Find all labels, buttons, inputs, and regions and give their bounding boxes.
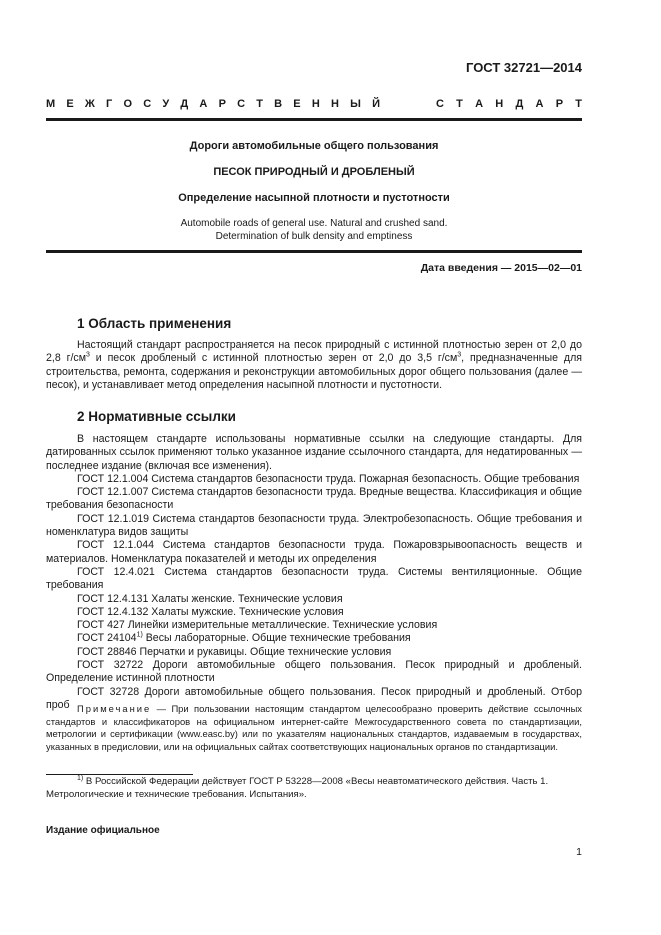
banner-letter: Д bbox=[180, 98, 189, 110]
reference-item bbox=[46, 632, 582, 645]
banner-letter: Е bbox=[66, 98, 74, 110]
banner-letter: Д bbox=[515, 98, 524, 110]
reference-item: ГОСТ 12.1.019 Система стандартов безопасности труда. Электробезопасность. Общие требования и номенклатура видов защиты bbox=[46, 512, 582, 539]
top-rule bbox=[46, 118, 582, 121]
references-list bbox=[46, 473, 582, 633]
title-english-line-1: Automobile roads of general use. Natural and crushed sand. bbox=[180, 218, 448, 229]
title-line-3: Определение насыпной плотности и пустотности bbox=[178, 192, 450, 204]
banner-letter: А bbox=[535, 98, 544, 110]
footnote-separator bbox=[46, 774, 193, 775]
reference-item: ГОСТ 12.4.021 Система стандартов безопасности труда. Системы вентиляционные. Общие требования bbox=[46, 565, 582, 592]
banner-letter: В bbox=[274, 98, 283, 110]
banner-letter: А bbox=[199, 98, 208, 110]
banner-letter: О bbox=[123, 98, 133, 110]
banner-letter: Т bbox=[456, 98, 463, 110]
banner-letter: С bbox=[436, 98, 444, 110]
banner-letter: Т bbox=[256, 98, 263, 110]
banner-letter: С bbox=[143, 98, 152, 110]
section-1-paragraph bbox=[46, 339, 582, 392]
standard-banner bbox=[46, 98, 582, 110]
banner-letter: А bbox=[475, 98, 484, 110]
section-1-body bbox=[46, 339, 582, 392]
footnote-marker: 1) bbox=[136, 631, 143, 639]
footnote-paragraph bbox=[46, 776, 582, 801]
banner-word-interstate bbox=[46, 98, 380, 110]
note-label: Примечание bbox=[77, 703, 152, 714]
note-block bbox=[46, 703, 582, 753]
footnote bbox=[46, 776, 582, 801]
title-english-line-2: Determination of bulk density and emptiness bbox=[215, 231, 413, 242]
reference-item: ГОСТ 12.1.004 Система стандартов безопасности труда. Пожарная безопасность. Общие требования bbox=[77, 472, 580, 485]
reference-item: ГОСТ 12.1.007 Система стандартов безопасности труда. Вредные вещества. Классификация и общие требования безопасности bbox=[46, 486, 582, 512]
introduction-date: Дата введения — 2015—02—01 bbox=[420, 262, 582, 274]
banner-letter: Ж bbox=[84, 98, 95, 110]
banner-letter: Т bbox=[575, 98, 582, 110]
title-line-2: ПЕСОК ПРИРОДНЫЙ И ДРОБЛЕНЫЙ bbox=[213, 166, 415, 178]
official-edition-label: Издание официальное bbox=[46, 825, 160, 836]
superscript: 3 bbox=[86, 351, 90, 359]
reference-item: ГОСТ 32728 Дороги автомобильные общего пользования. Песок природный и дробленый. Отбор проб bbox=[46, 685, 582, 711]
banner-letter: С bbox=[237, 98, 246, 110]
reference-item: ГОСТ 12.4.131 Халаты женские. Технические условия bbox=[77, 592, 343, 605]
footnote-text: В Российской Федерации действует ГОСТ Р 53228—2008 «Весы неавтоматического действия. Часть 1. Метрологические и технические требования. Испытания». bbox=[46, 776, 549, 800]
reference-item: ГОСТ 427 Линейки измерительные металлические. Технические условия bbox=[77, 619, 438, 632]
text: , предназначенные для строительства, ремонта, содержания и реконструкции автомобильных дорог общего пользования (далее — песок), и устанавливает метод определения насыпной плотности и пустотности. bbox=[46, 352, 582, 391]
title-bottom-rule bbox=[46, 250, 582, 253]
banner-letter: Й bbox=[372, 98, 380, 110]
text: Настоящий стандарт распространяется на песок природный с истинной плотностью зерен от 2,0 до 2,8 г/см bbox=[46, 339, 582, 365]
reference-item: ГОСТ 28846 Перчатки и рукавицы. Общие технические условия bbox=[77, 645, 392, 658]
banner-letter: Г bbox=[106, 98, 113, 110]
section-2-intro: В настоящем стандарте использованы нормативные ссылки на следующие стандарты. Для датированных ссылок применяют только указанное издание ссылочного стандарта, для недатированных — последнее издание (включая все изменения). bbox=[46, 433, 582, 472]
banner-letter: Н bbox=[311, 98, 320, 110]
text: Весы лабораторные. Общие технические требования bbox=[142, 632, 411, 645]
banner-letter: Н bbox=[330, 98, 339, 110]
footnote-marker: 1) bbox=[77, 774, 84, 782]
banner-letter: М bbox=[46, 98, 56, 110]
section-2-body bbox=[46, 433, 582, 712]
reference-item: ГОСТ 12.1.044 Система стандартов безопасности труда. Пожаровзрывоопасность веществ и материалов. Номенклатура показателей и методы их определения bbox=[46, 539, 582, 565]
page-number: 1 bbox=[576, 846, 582, 858]
banner-letter: Е bbox=[293, 98, 301, 110]
document-code: ГОСТ 32721—2014 bbox=[466, 60, 582, 75]
note-text: — При пользовании настоящим стандартом целесообразно проверить действие ссылочных стандартов и классификаторов на официальном интернет-сайте Межгосударственного совета по стандартизации, метрологии и сертификации (www.easc.by) или по указателям национальных стандартов, издаваемым в государствах, указанных в предисловии, или на официальных сайтах соответствующих национальных органов по стандартизации. bbox=[46, 703, 582, 752]
note-paragraph bbox=[46, 703, 582, 753]
reference-item: ГОСТ 32722 Дороги автомобильные общего пользования. Песок природный и дробленый. Определение истинной плотности bbox=[46, 659, 582, 685]
banner-letter: Р bbox=[218, 98, 226, 110]
text: ГОСТ 24104 bbox=[77, 632, 137, 645]
banner-letter: У bbox=[162, 98, 170, 110]
banner-letter: Р bbox=[555, 98, 564, 110]
superscript: 3 bbox=[457, 351, 462, 359]
banner-word-standard bbox=[436, 98, 582, 110]
banner-letter: Н bbox=[495, 98, 504, 110]
title-english bbox=[46, 217, 582, 243]
banner-letter: Ы bbox=[350, 98, 361, 110]
text: и песок дробленый с истинной плотностью зерен от 2,0 до 3,5 г/см bbox=[89, 352, 458, 365]
title-line-1: Дороги автомобильные общего пользования bbox=[189, 140, 439, 152]
section-1-heading: 1 Область применения bbox=[77, 316, 232, 331]
reference-item: ГОСТ 12.4.132 Халаты мужские. Технические условия bbox=[77, 605, 344, 618]
section-2-heading: 2 Нормативные ссылки bbox=[77, 409, 236, 424]
